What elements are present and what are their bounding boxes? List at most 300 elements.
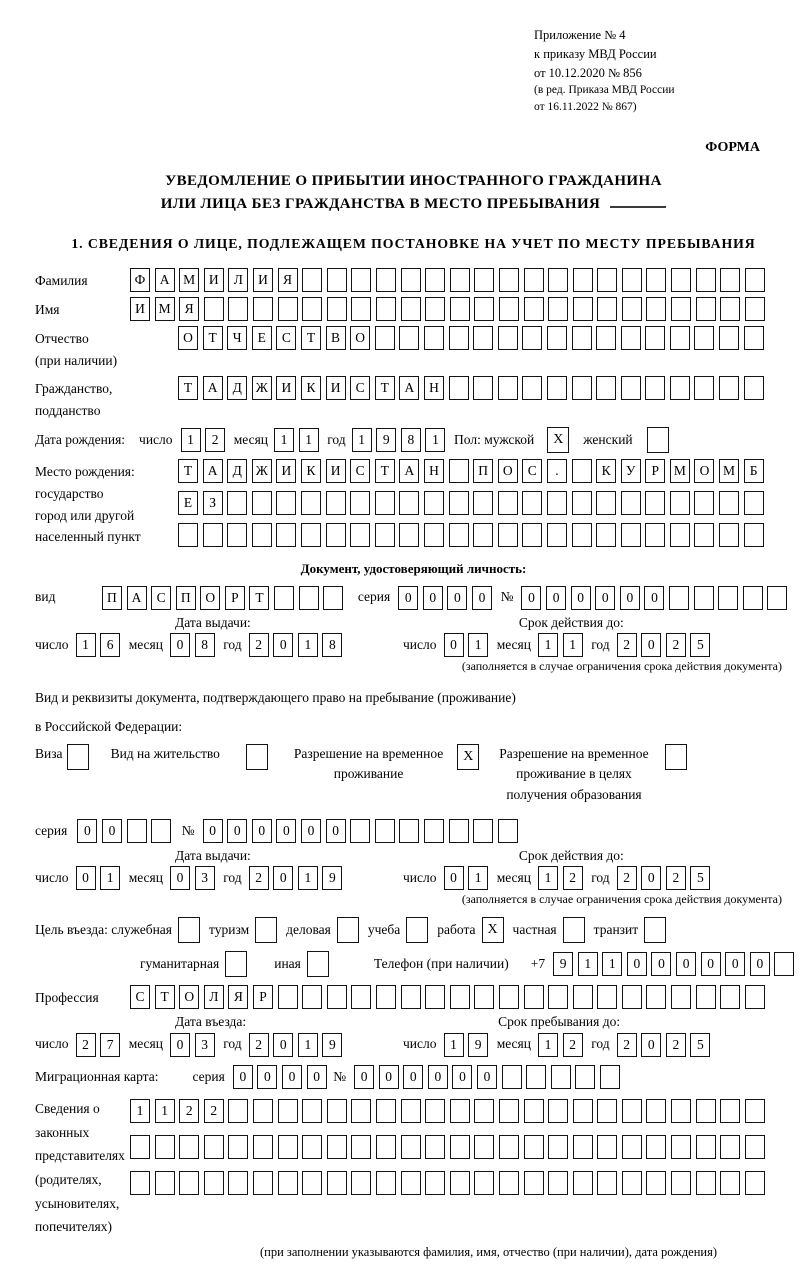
char-cell[interactable]: [326, 491, 346, 515]
char-cell[interactable]: [621, 376, 641, 400]
char-cell[interactable]: С: [276, 326, 296, 350]
purpose-official-checkbox[interactable]: [178, 917, 200, 943]
char-cell[interactable]: [573, 1099, 593, 1123]
char-cell[interactable]: [745, 1171, 765, 1195]
char-cell[interactable]: [274, 586, 294, 610]
char-cell[interactable]: М: [670, 459, 690, 483]
char-cell[interactable]: 8: [401, 428, 421, 452]
char-cell[interactable]: [600, 1065, 620, 1089]
char-cell[interactable]: [743, 586, 763, 610]
char-cell[interactable]: [449, 459, 469, 483]
char-cell[interactable]: [425, 1171, 445, 1195]
char-cell[interactable]: [646, 985, 666, 1009]
char-cell[interactable]: 1: [563, 633, 583, 657]
char-cell[interactable]: [425, 268, 445, 292]
char-cell[interactable]: [204, 297, 224, 321]
char-cell[interactable]: Т: [375, 376, 395, 400]
char-cell[interactable]: [596, 491, 616, 515]
char-cell[interactable]: [376, 985, 396, 1009]
char-cell[interactable]: [694, 376, 714, 400]
char-cell[interactable]: [671, 1171, 691, 1195]
char-cell[interactable]: [276, 523, 296, 547]
char-cell[interactable]: 1: [299, 428, 319, 452]
char-cell[interactable]: [425, 1099, 445, 1123]
char-cell[interactable]: [252, 523, 272, 547]
char-cell[interactable]: [573, 268, 593, 292]
char-cell[interactable]: [450, 1135, 470, 1159]
char-cell[interactable]: [302, 268, 322, 292]
char-cell[interactable]: [645, 326, 665, 350]
char-cell[interactable]: 2: [563, 1033, 583, 1057]
char-cell[interactable]: [499, 1135, 519, 1159]
char-cell[interactable]: [399, 523, 419, 547]
char-cell[interactable]: [327, 985, 347, 1009]
char-cell[interactable]: Я: [228, 985, 248, 1009]
char-cell[interactable]: [720, 985, 740, 1009]
char-cell[interactable]: [401, 297, 421, 321]
char-cell[interactable]: [424, 326, 444, 350]
char-cell[interactable]: [526, 1065, 546, 1089]
char-cell[interactable]: 0: [641, 1033, 661, 1057]
char-cell[interactable]: [522, 491, 542, 515]
char-cell[interactable]: [622, 297, 642, 321]
char-cell[interactable]: 0: [379, 1065, 399, 1089]
char-cell[interactable]: И: [326, 459, 346, 483]
char-cell[interactable]: Р: [645, 459, 665, 483]
residence-permit-checkbox[interactable]: [246, 744, 268, 770]
char-cell[interactable]: [596, 326, 616, 350]
char-cell[interactable]: [155, 1171, 175, 1195]
char-cell[interactable]: 8: [322, 633, 342, 657]
char-cell[interactable]: [376, 1171, 396, 1195]
char-cell[interactable]: [524, 1171, 544, 1195]
char-cell[interactable]: [573, 297, 593, 321]
char-cell[interactable]: [597, 297, 617, 321]
char-cell[interactable]: З: [203, 491, 223, 515]
char-cell[interactable]: И: [326, 376, 346, 400]
char-cell[interactable]: [178, 523, 198, 547]
char-cell[interactable]: 0: [452, 1065, 472, 1089]
char-cell[interactable]: [179, 1135, 199, 1159]
char-cell[interactable]: 0: [276, 819, 296, 843]
char-cell[interactable]: Ж: [252, 459, 272, 483]
char-cell[interactable]: 0: [227, 819, 247, 843]
char-cell[interactable]: [375, 523, 395, 547]
char-cell[interactable]: 0: [257, 1065, 277, 1089]
char-cell[interactable]: Н: [424, 459, 444, 483]
char-cell[interactable]: 9: [322, 866, 342, 890]
char-cell[interactable]: [551, 1065, 571, 1089]
char-cell[interactable]: [375, 819, 395, 843]
char-cell[interactable]: [474, 1171, 494, 1195]
char-cell[interactable]: 8: [195, 633, 215, 657]
char-cell[interactable]: [744, 491, 764, 515]
char-cell[interactable]: [745, 297, 765, 321]
char-cell[interactable]: [596, 376, 616, 400]
char-cell[interactable]: 1: [538, 1033, 558, 1057]
char-cell[interactable]: Т: [301, 326, 321, 350]
char-cell[interactable]: О: [694, 459, 714, 483]
char-cell[interactable]: [720, 297, 740, 321]
char-cell[interactable]: 2: [179, 1099, 199, 1123]
char-cell[interactable]: С: [130, 985, 150, 1009]
char-cell[interactable]: 1: [76, 633, 96, 657]
char-cell[interactable]: [401, 1099, 421, 1123]
char-cell[interactable]: И: [253, 268, 273, 292]
char-cell[interactable]: [572, 459, 592, 483]
char-cell[interactable]: 0: [76, 866, 96, 890]
char-cell[interactable]: [151, 819, 171, 843]
char-cell[interactable]: [670, 523, 690, 547]
char-cell[interactable]: 0: [627, 952, 647, 976]
char-cell[interactable]: [253, 1135, 273, 1159]
char-cell[interactable]: А: [203, 376, 223, 400]
char-cell[interactable]: 0: [326, 819, 346, 843]
char-cell[interactable]: [376, 297, 396, 321]
char-cell[interactable]: [474, 1135, 494, 1159]
char-cell[interactable]: 5: [690, 866, 710, 890]
char-cell[interactable]: [350, 491, 370, 515]
char-cell[interactable]: 0: [170, 1033, 190, 1057]
char-cell[interactable]: .: [547, 459, 567, 483]
char-cell[interactable]: 1: [298, 633, 318, 657]
temp-residence-checkbox[interactable]: X: [457, 744, 479, 770]
char-cell[interactable]: [474, 297, 494, 321]
char-cell[interactable]: [548, 1099, 568, 1123]
sex-male-checkbox[interactable]: X: [547, 427, 569, 453]
char-cell[interactable]: 0: [423, 586, 443, 610]
char-cell[interactable]: Т: [178, 376, 198, 400]
char-cell[interactable]: 0: [750, 952, 770, 976]
char-cell[interactable]: [670, 326, 690, 350]
char-cell[interactable]: [253, 1099, 273, 1123]
char-cell[interactable]: [767, 586, 787, 610]
char-cell[interactable]: [350, 523, 370, 547]
char-cell[interactable]: 0: [252, 819, 272, 843]
char-cell[interactable]: [694, 326, 714, 350]
char-cell[interactable]: [473, 491, 493, 515]
char-cell[interactable]: [327, 1099, 347, 1123]
char-cell[interactable]: [278, 297, 298, 321]
char-cell[interactable]: 9: [322, 1033, 342, 1057]
char-cell[interactable]: [401, 1135, 421, 1159]
char-cell[interactable]: [745, 268, 765, 292]
char-cell[interactable]: [228, 1171, 248, 1195]
char-cell[interactable]: Я: [278, 268, 298, 292]
char-cell[interactable]: [596, 523, 616, 547]
char-cell[interactable]: [499, 1171, 519, 1195]
char-cell[interactable]: Т: [249, 586, 269, 610]
char-cell[interactable]: [671, 297, 691, 321]
char-cell[interactable]: [646, 1171, 666, 1195]
char-cell[interactable]: Б: [744, 459, 764, 483]
char-cell[interactable]: Ф: [130, 268, 150, 292]
char-cell[interactable]: [646, 268, 666, 292]
char-cell[interactable]: [572, 523, 592, 547]
char-cell[interactable]: [204, 1171, 224, 1195]
char-cell[interactable]: [774, 952, 794, 976]
char-cell[interactable]: [278, 1171, 298, 1195]
char-cell[interactable]: 2: [617, 866, 637, 890]
char-cell[interactable]: [204, 1135, 224, 1159]
char-cell[interactable]: [130, 1135, 150, 1159]
char-cell[interactable]: 0: [203, 819, 223, 843]
char-cell[interactable]: 1: [578, 952, 598, 976]
char-cell[interactable]: [399, 326, 419, 350]
char-cell[interactable]: 0: [644, 586, 664, 610]
char-cell[interactable]: 0: [428, 1065, 448, 1089]
char-cell[interactable]: [524, 297, 544, 321]
char-cell[interactable]: [449, 376, 469, 400]
char-cell[interactable]: 1: [352, 428, 372, 452]
char-cell[interactable]: [474, 1099, 494, 1123]
char-cell[interactable]: 2: [249, 1033, 269, 1057]
char-cell[interactable]: [351, 1135, 371, 1159]
char-cell[interactable]: 2: [617, 633, 637, 657]
char-cell[interactable]: [450, 297, 470, 321]
char-cell[interactable]: [327, 1171, 347, 1195]
char-cell[interactable]: [450, 1171, 470, 1195]
char-cell[interactable]: 0: [725, 952, 745, 976]
char-cell[interactable]: [621, 326, 641, 350]
char-cell[interactable]: [573, 985, 593, 1009]
char-cell[interactable]: [401, 985, 421, 1009]
char-cell[interactable]: 0: [701, 952, 721, 976]
char-cell[interactable]: 3: [195, 1033, 215, 1057]
purpose-tourism-checkbox[interactable]: [255, 917, 277, 943]
char-cell[interactable]: [573, 1135, 593, 1159]
char-cell[interactable]: [401, 1171, 421, 1195]
char-cell[interactable]: [424, 523, 444, 547]
char-cell[interactable]: [351, 1099, 371, 1123]
char-cell[interactable]: [449, 326, 469, 350]
char-cell[interactable]: [278, 1135, 298, 1159]
purpose-humanitarian-checkbox[interactable]: [225, 951, 247, 977]
char-cell[interactable]: [424, 491, 444, 515]
char-cell[interactable]: [327, 297, 347, 321]
char-cell[interactable]: [473, 819, 493, 843]
char-cell[interactable]: 0: [477, 1065, 497, 1089]
char-cell[interactable]: 0: [273, 866, 293, 890]
char-cell[interactable]: 5: [690, 1033, 710, 1057]
char-cell[interactable]: 0: [676, 952, 696, 976]
char-cell[interactable]: 0: [170, 866, 190, 890]
char-cell[interactable]: [375, 326, 395, 350]
char-cell[interactable]: 6: [100, 633, 120, 657]
char-cell[interactable]: [548, 985, 568, 1009]
char-cell[interactable]: 0: [651, 952, 671, 976]
char-cell[interactable]: А: [155, 268, 175, 292]
char-cell[interactable]: П: [102, 586, 122, 610]
char-cell[interactable]: С: [522, 459, 542, 483]
char-cell[interactable]: [671, 1099, 691, 1123]
char-cell[interactable]: [227, 491, 247, 515]
char-cell[interactable]: 0: [472, 586, 492, 610]
char-cell[interactable]: [745, 1135, 765, 1159]
char-cell[interactable]: 1: [602, 952, 622, 976]
char-cell[interactable]: [622, 1099, 642, 1123]
char-cell[interactable]: С: [151, 586, 171, 610]
char-cell[interactable]: [572, 491, 592, 515]
char-cell[interactable]: [499, 268, 519, 292]
char-cell[interactable]: [694, 586, 714, 610]
char-cell[interactable]: В: [326, 326, 346, 350]
char-cell[interactable]: 0: [307, 1065, 327, 1089]
char-cell[interactable]: [399, 491, 419, 515]
char-cell[interactable]: 2: [249, 633, 269, 657]
char-cell[interactable]: 1: [425, 428, 445, 452]
char-cell[interactable]: [547, 523, 567, 547]
char-cell[interactable]: С: [350, 376, 370, 400]
char-cell[interactable]: [696, 297, 716, 321]
char-cell[interactable]: О: [200, 586, 220, 610]
char-cell[interactable]: [450, 1099, 470, 1123]
char-cell[interactable]: [302, 1135, 322, 1159]
purpose-other-checkbox[interactable]: [307, 951, 329, 977]
char-cell[interactable]: [399, 819, 419, 843]
char-cell[interactable]: [548, 1135, 568, 1159]
char-cell[interactable]: 0: [273, 633, 293, 657]
char-cell[interactable]: [548, 1171, 568, 1195]
char-cell[interactable]: [326, 523, 346, 547]
char-cell[interactable]: 2: [666, 866, 686, 890]
char-cell[interactable]: [278, 1099, 298, 1123]
char-cell[interactable]: [575, 1065, 595, 1089]
char-cell[interactable]: 2: [76, 1033, 96, 1057]
char-cell[interactable]: [696, 1171, 716, 1195]
char-cell[interactable]: 0: [273, 1033, 293, 1057]
char-cell[interactable]: [646, 1099, 666, 1123]
char-cell[interactable]: [696, 1135, 716, 1159]
char-cell[interactable]: [548, 297, 568, 321]
char-cell[interactable]: [179, 1171, 199, 1195]
char-cell[interactable]: Т: [155, 985, 175, 1009]
char-cell[interactable]: 2: [666, 633, 686, 657]
char-cell[interactable]: [473, 326, 493, 350]
char-cell[interactable]: [278, 985, 298, 1009]
char-cell[interactable]: 0: [521, 586, 541, 610]
temp-residence-edu-checkbox[interactable]: [665, 744, 687, 770]
char-cell[interactable]: [376, 268, 396, 292]
char-cell[interactable]: 0: [620, 586, 640, 610]
char-cell[interactable]: [719, 326, 739, 350]
char-cell[interactable]: 1: [468, 866, 488, 890]
char-cell[interactable]: [253, 1171, 273, 1195]
char-cell[interactable]: [548, 268, 568, 292]
char-cell[interactable]: Л: [228, 268, 248, 292]
char-cell[interactable]: [299, 586, 319, 610]
char-cell[interactable]: Л: [204, 985, 224, 1009]
char-cell[interactable]: [498, 819, 518, 843]
char-cell[interactable]: 0: [403, 1065, 423, 1089]
char-cell[interactable]: [498, 376, 518, 400]
char-cell[interactable]: [645, 376, 665, 400]
char-cell[interactable]: [547, 491, 567, 515]
char-cell[interactable]: И: [130, 297, 150, 321]
char-cell[interactable]: О: [179, 985, 199, 1009]
char-cell[interactable]: [597, 1099, 617, 1123]
char-cell[interactable]: 0: [354, 1065, 374, 1089]
char-cell[interactable]: [498, 491, 518, 515]
char-cell[interactable]: 0: [546, 586, 566, 610]
char-cell[interactable]: 0: [77, 819, 97, 843]
char-cell[interactable]: К: [301, 459, 321, 483]
char-cell[interactable]: [622, 1135, 642, 1159]
char-cell[interactable]: 0: [571, 586, 591, 610]
char-cell[interactable]: С: [350, 459, 370, 483]
char-cell[interactable]: [302, 1099, 322, 1123]
char-cell[interactable]: [719, 491, 739, 515]
char-cell[interactable]: 3: [195, 866, 215, 890]
char-cell[interactable]: У: [621, 459, 641, 483]
char-cell[interactable]: [597, 268, 617, 292]
char-cell[interactable]: А: [399, 376, 419, 400]
char-cell[interactable]: [645, 491, 665, 515]
char-cell[interactable]: 1: [130, 1099, 150, 1123]
char-cell[interactable]: Е: [252, 326, 272, 350]
char-cell[interactable]: Т: [178, 459, 198, 483]
char-cell[interactable]: [694, 523, 714, 547]
char-cell[interactable]: 1: [181, 428, 201, 452]
char-cell[interactable]: [376, 1135, 396, 1159]
char-cell[interactable]: Ч: [227, 326, 247, 350]
char-cell[interactable]: [622, 985, 642, 1009]
char-cell[interactable]: [522, 326, 542, 350]
char-cell[interactable]: К: [596, 459, 616, 483]
char-cell[interactable]: [302, 985, 322, 1009]
char-cell[interactable]: А: [399, 459, 419, 483]
purpose-transit-checkbox[interactable]: [644, 917, 666, 943]
char-cell[interactable]: [302, 1171, 322, 1195]
char-cell[interactable]: [424, 819, 444, 843]
char-cell[interactable]: [252, 491, 272, 515]
char-cell[interactable]: [499, 985, 519, 1009]
char-cell[interactable]: Д: [227, 459, 247, 483]
char-cell[interactable]: 5: [690, 633, 710, 657]
purpose-business-checkbox[interactable]: [337, 917, 359, 943]
char-cell[interactable]: 1: [100, 866, 120, 890]
char-cell[interactable]: П: [176, 586, 196, 610]
char-cell[interactable]: [449, 523, 469, 547]
char-cell[interactable]: 1: [298, 1033, 318, 1057]
char-cell[interactable]: [524, 1135, 544, 1159]
char-cell[interactable]: [622, 268, 642, 292]
char-cell[interactable]: [203, 523, 223, 547]
char-cell[interactable]: [745, 1099, 765, 1123]
char-cell[interactable]: 0: [444, 633, 464, 657]
char-cell[interactable]: [376, 1099, 396, 1123]
char-cell[interactable]: И: [276, 459, 296, 483]
char-cell[interactable]: [547, 326, 567, 350]
char-cell[interactable]: [696, 1099, 716, 1123]
char-cell[interactable]: [720, 1135, 740, 1159]
char-cell[interactable]: [449, 819, 469, 843]
char-cell[interactable]: 9: [553, 952, 573, 976]
char-cell[interactable]: [276, 491, 296, 515]
char-cell[interactable]: 7: [100, 1033, 120, 1057]
char-cell[interactable]: И: [276, 376, 296, 400]
char-cell[interactable]: [450, 268, 470, 292]
char-cell[interactable]: [155, 1135, 175, 1159]
char-cell[interactable]: 9: [376, 428, 396, 452]
char-cell[interactable]: [645, 523, 665, 547]
char-cell[interactable]: А: [203, 459, 223, 483]
char-cell[interactable]: [450, 985, 470, 1009]
char-cell[interactable]: [622, 1171, 642, 1195]
char-cell[interactable]: [524, 985, 544, 1009]
char-cell[interactable]: [744, 523, 764, 547]
char-cell[interactable]: [621, 491, 641, 515]
